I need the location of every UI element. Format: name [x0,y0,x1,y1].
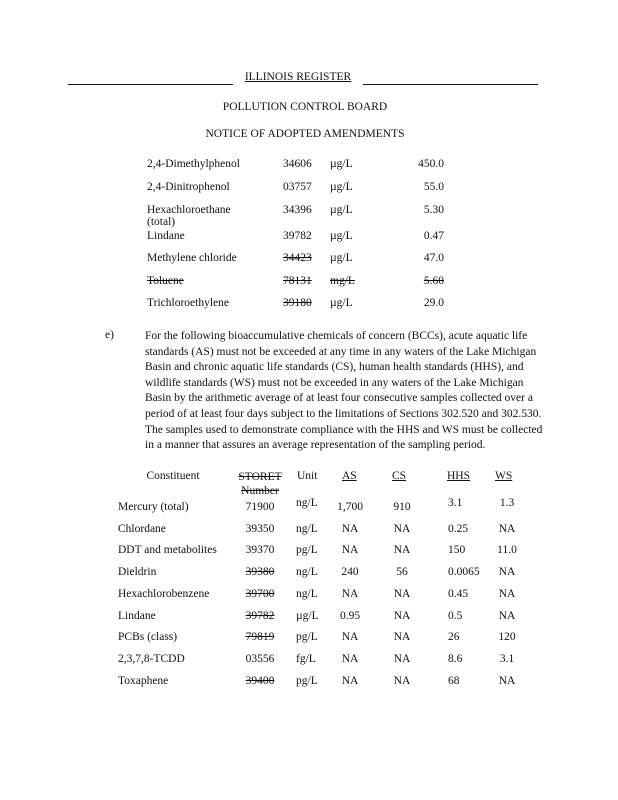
header-storet: STORET Number [238,471,282,497]
row-name: Trichloroethylene [147,297,229,309]
header-rule-right [363,84,538,85]
row-storet: 79819 [245,631,275,644]
row-cs: 56 [396,566,408,579]
row-storet: 34606 [283,158,312,170]
header-as: AS [342,470,357,482]
row-as: NA [341,522,359,535]
row-unit: fg/L [296,652,316,665]
row-storet: 03757 [283,181,312,193]
row-cs: NA [393,587,411,600]
row-storet: 34396 [283,204,312,216]
row-value: 5.60 [423,275,444,287]
row-name: Toluene [147,275,184,287]
row-value: 55.0 [423,181,444,193]
row-ws: NA [498,566,516,579]
row-ws: 3.1 [499,652,515,665]
row-hhs: 68 [448,674,460,687]
row-as: 1,700 [337,501,363,513]
row-constituent: Chlordane [118,522,166,535]
row-constituent: Hexachlorobenzene [118,587,210,600]
register-title: ILLINOIS REGISTER [244,71,352,83]
row-ws: NA [498,609,516,622]
row-cs: NA [393,674,411,687]
row-as: NA [341,587,359,600]
row-as: 240 [341,566,359,579]
row-hhs: 3.1 [448,497,463,509]
section-paragraph: For the following bioaccumulative chemicals of concern (BCCs), acute aquatic life standards (AS) must not be exceeded at any time in any waters of the Lake Michigan Basin and chronic aquatic life standards (CS), human health standards (HHS), and wildlife standards (WS) must not be exceeded in any waters of the Lake Michigan Basin by the arithmetic average of at least four consecutive samples collected over a period of at least four days subject to the limitations of Sections 302.520 and 302.530. The samples used to demonstrate compliance with the HHS and WS must be collected in a manner that assures an average representation of the sampling period. [145,330,543,452]
board-heading: POLLUTION CONTROL BOARD [222,101,388,113]
row-storet: 39782 [283,230,312,242]
header-rule-left [68,84,233,85]
row-constituent: Dieldrin [118,566,157,579]
row-ws: NA [498,674,516,687]
row-storet: 39380 [245,566,275,579]
row-ws: NA [498,522,516,535]
row-constituent: Mercury (total) [118,501,189,513]
row-name: Lindane [147,230,185,242]
row-storet: 03556 [245,652,275,665]
row-as: NA [341,544,359,557]
row-constituent: DDT and metabolites [118,544,217,557]
notice-heading: NOTICE OF ADOPTED AMENDMENTS [205,128,405,140]
row-unit: ng/L [296,587,318,600]
row-unit: pg/L [296,674,318,687]
row-unit: pg/L [296,631,318,644]
row-as: NA [341,674,359,687]
row-constituent: 2,3,7,8-TCDD [118,652,185,665]
row-cs: 910 [393,501,411,513]
row-hhs: 0.5 [448,609,463,622]
row-cs: NA [393,522,411,535]
header-unit: Unit [297,470,318,482]
row-storet: 39350 [245,522,275,535]
row-cs: NA [393,609,411,622]
row-value: 0.47 [423,230,444,242]
header-constituent: Constituent [146,470,200,482]
row-storet: 39782 [245,609,275,622]
row-storet: 39180 [283,297,312,309]
row-unit: µg/L [330,204,353,216]
header-hhs: HHS [447,470,471,482]
row-constituent: Toxaphene [118,674,169,687]
row-unit: µg/L [296,609,319,622]
row-unit: µg/L [330,297,353,309]
row-value: 5.30 [423,204,444,216]
row-unit: pg/L [296,544,318,557]
row-name: Methylene chloride [147,252,237,264]
row-hhs: 150 [448,544,466,557]
row-hhs: 0.0065 [448,566,480,579]
row-value: 450.0 [418,158,444,170]
row-storet: 39400 [245,674,275,687]
row-cs: NA [393,631,411,644]
row-storet: 71900 [245,501,275,513]
row-cs: NA [393,652,411,665]
row-ws: NA [498,587,516,600]
header-cs: CS [392,470,407,482]
row-as: NA [341,631,359,644]
section-label: e) [105,329,114,341]
row-unit: mg/L [330,275,355,287]
row-hhs: 26 [448,631,460,644]
row-value: 29.0 [423,297,444,309]
row-storet: 39700 [245,587,275,600]
header-ws: WS [495,470,513,482]
row-hhs: 0.45 [448,587,469,600]
row-unit: µg/L [330,158,353,170]
row-unit: ng/L [296,497,318,509]
row-ws: 120 [498,631,516,644]
row-constituent: Lindane [118,609,156,622]
row-unit: ng/L [296,522,318,535]
row-name: Hexachloroethane (total) [147,204,231,228]
row-cs: NA [393,544,411,557]
row-ws: 11.0 [497,544,517,557]
row-as: NA [341,652,359,665]
row-value: 47.0 [423,252,444,264]
row-name: 2,4-Dimethylphenol [147,158,240,170]
row-ws: 1.3 [499,497,515,509]
row-name: 2,4-Dinitrophenol [147,181,230,193]
row-hhs: 8.6 [448,652,463,665]
row-unit: µg/L [330,252,353,264]
row-unit: µg/L [330,230,353,242]
row-as: 0.95 [339,609,361,622]
row-storet: 39370 [245,544,275,557]
row-unit: µg/L [330,181,353,193]
row-constituent: PCBs (class) [118,631,178,644]
row-hhs: 0.25 [448,522,469,535]
row-storet: 34423 [283,252,312,264]
row-storet: 78131 [283,275,312,287]
row-unit: ng/L [296,566,318,579]
